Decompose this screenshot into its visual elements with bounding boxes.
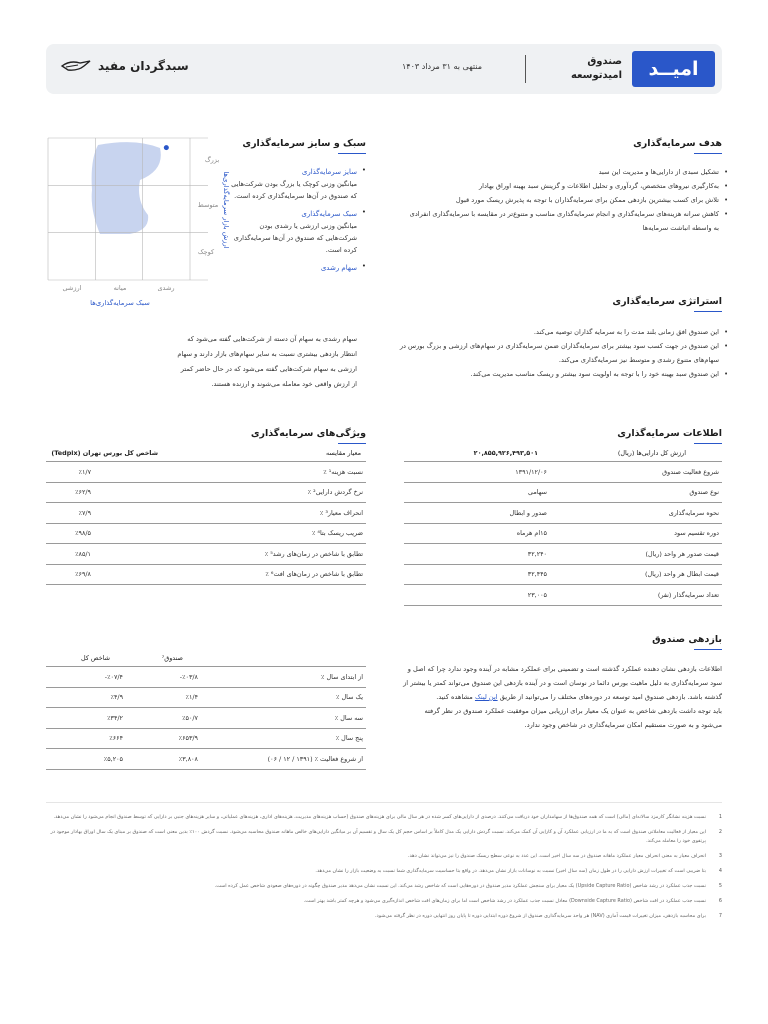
style-items: • سایز سرمایه‌گذاری میانگین وزنی کوچک یا بزرگ بودن شرکت‌هایی که صندوق در آن‌ها سرمایه‌گذاری کرده است. • سبک سرمایه‌گذاری میانگین وزنی ارزشی یا رشدی بودن شرکت‌هایی که صندوق در آن‌ها سرمایه‌گذاری کرده است. • سهام رشدی: [226, 166, 366, 274]
strategy-item: • این صندوق سبد بهینه خود را با توجه به اولویت سود بیشتر و ریسک مناسب مدیریت می‌کند.: [398, 367, 728, 381]
style-box-chart: [40, 130, 240, 310]
features-row-label: انحراف معیار³ ٪: [161, 503, 366, 524]
fund-name-line2: امیدتوسعه: [570, 70, 622, 81]
returns-row-label: از شروع فعالیت ٪ (۱۳۹۱ / ۱۲ / ۰۶): [216, 749, 366, 770]
returns-col-fund: صندوق⁷: [161, 654, 183, 662]
returns-row-index: ٪۵,۲۰۵: [46, 749, 141, 770]
info-row-value: ۳۲,۴۴۵: [404, 564, 577, 585]
info-row-value: ۲۳,۰۰۵: [404, 585, 577, 606]
fund-position-point: [164, 145, 169, 150]
header-divider: [525, 55, 526, 83]
features-col-value: شاخص کل بورس تهران (Tedpix): [51, 449, 158, 457]
returns-paragraph1: اطلاعات بازدهی نشان دهنده عملکرد گذشته است و تضمینی برای عملکرد مشابه در آینده وجود ندارد چرا که اصل و سود سرمایه‌گذاری به دلیل ماهیت بورس دائما در نوسان است و در آینده بازدهی این صندوق می‌تواند کمتر یا بیشتر از گذشته باشد. بازدهی صندوق امید توسعه در دوره‌های مختلف را می‌توانید از طریق: [403, 665, 722, 701]
features-row: [46, 462, 366, 483]
features-row: [46, 503, 366, 524]
y-tick-label: بزرگ: [204, 156, 220, 164]
footnote: [46, 882, 722, 891]
info-row-value: سهامی: [404, 482, 577, 503]
returns-row: [46, 708, 366, 729]
brand-name: سبدگردان مفید: [98, 59, 189, 73]
returns-link[interactable]: این لینک: [474, 693, 498, 701]
footnote-number: 5: [718, 883, 722, 889]
returns-row-label: یک سال ٪: [216, 687, 366, 708]
style-title: سبک و سایز سرمایه‌گذاری: [242, 138, 366, 149]
strategy-item: • این صندوق در جهت کسب سود بیشتر برای سرمایه‌گذاران ضمن سرمایه‌گذاری در سهام‌های ارزشی و بزرگ بورس در سهام‌های متنوع رشدی و متوسط نیز سرمایه‌گذاری می‌کند.: [398, 339, 728, 367]
features-row-value: ٪۱/۷: [46, 462, 161, 483]
style-region: [92, 142, 161, 234]
returns-row-fund: ٪۳,۸۰۸: [141, 749, 216, 770]
x-axis-label: سبک سرمایه‌گذاری‌ها: [90, 299, 150, 307]
features-row: [46, 482, 366, 503]
footnote-text: انحراف معیار به معنی انحراف معیار عملکرد ماهانه صندوق در سه سال اخیر است. این عدد به نوعی سطح ریسک صندوق را نیز می‌تواند نشان دهد.: [407, 853, 706, 859]
returns-paragraph2: باید توجه داشت بازدهی شاخص به عنوان یک معیار برای ارزیابی میزان موفقیت عملکرد صندوق در نظر گرفته می‌شود و به صورت مستقیم امکان سرمایه‌گذاری در شاخص وجود ندارد.: [424, 707, 722, 729]
info-row-label: نحوه سرمایه‌گذاری: [577, 503, 722, 524]
returns-row-fund: ٪۰۳/۸-: [141, 667, 216, 688]
info-row-value: صدور و ابطال: [404, 503, 577, 524]
fund-name: [571, 55, 622, 83]
footnote: [46, 867, 722, 876]
x-tick-label: رشدی: [157, 284, 175, 292]
features-row-value: ٪۶۹/۸: [46, 564, 161, 585]
report-period: منتهی به ۳۱ مرداد ۱۴۰۳: [402, 62, 482, 71]
features-row-value: ٪۹۸/۵: [46, 523, 161, 544]
footnote: [46, 852, 722, 861]
features-title: ویژگی‌های سرمایه‌گذاری: [250, 428, 366, 439]
returns-paragraph1-end: مشاهده کنید.: [436, 693, 473, 701]
info-row: [404, 482, 722, 503]
footnote-text: بتا ضریبی است که تغییرات ارزش دارایی را در طول زمان (سه سال اخیر) نسبت به نوسانات بازار نشان می‌دهد. در واقع بتا حساسیت سرمایه‌گذاری شما نسبت به وضعیت بازار را نشان می‌دهد.: [315, 868, 706, 874]
info-row-label: دوره تقسیم سود: [577, 523, 722, 544]
features-row-label: تطابق با شاخص در زمان‌های افت⁶ ٪: [161, 564, 366, 585]
returns-row-fund: ٪۵۰/۷: [141, 708, 216, 729]
features-row: [46, 564, 366, 585]
info-row-label: قیمت صدور هر واحد (ریال): [577, 544, 722, 565]
goal-list: [408, 165, 728, 235]
mofid-bird-icon: [60, 58, 92, 74]
footnote: [46, 912, 722, 921]
returns-row-label: پنج سال ٪: [216, 728, 366, 749]
info-row-label: قیمت ابطال هر واحد (ریال): [577, 564, 722, 585]
info-row-label: شروع فعالیت صندوق: [577, 462, 722, 483]
goal-item: • تلاش برای کسب بیشترین بازدهی ممکن برای سرمایه‌گذاران با توجه به پذیرش ریسک مورد قبول: [408, 193, 728, 207]
returns-row-label: از ابتدای سال ٪: [216, 667, 366, 688]
omid-logo: امیــد: [632, 51, 715, 87]
strategy-item: • این صندوق افق زمانی بلند مدت را به سرمایه گذاران توصیه می‌کند.: [398, 325, 728, 339]
brand-logo: [60, 58, 189, 74]
footnote: [46, 813, 722, 822]
info-row: [404, 462, 722, 483]
info-row: [404, 523, 722, 544]
header-bar: [46, 44, 722, 94]
strategy-title: استراتژی سرمایه‌گذاری: [612, 296, 722, 307]
info-row-value: ۱۵ام هرماه: [404, 523, 577, 544]
returns-row-index: ٪۶۶۴: [46, 728, 141, 749]
fund-name-line1: صندوق: [587, 56, 622, 67]
footnote-text: برای محاسبه بازدهی، میزان تغییرات قیمت آماری (NAV) هر واحد سرمایه‌گذاری صندوق از شروع دوره ابتدایی دوره تا پایان روز انتهایی دوره در نظر گرفته می‌شود.: [374, 913, 706, 919]
info-row: [404, 564, 722, 585]
returns-title: بازدهی صندوق: [652, 634, 722, 645]
features-row-value: ٪۶۲/۹: [46, 482, 161, 503]
footnote-number: 4: [718, 868, 722, 874]
features-row-value: ٪۸۵/۱: [46, 544, 161, 565]
returns-row-index: ٪۴/۹: [46, 687, 141, 708]
goal-title: هدف سرمایه‌گذاری: [633, 138, 722, 149]
info-row: [404, 503, 722, 524]
returns-row: [46, 749, 366, 770]
returns-row: [46, 667, 366, 688]
returns-table: [46, 666, 366, 770]
footnote-number: 1: [718, 814, 722, 820]
total-assets-value: ۲۰,۸۵۵,۹۲۶,۴۹۳,۵۰۱: [473, 449, 538, 457]
features-row-value: ٪۷/۹: [46, 503, 161, 524]
features-row-label: تطابق با شاخص در زمان‌های رشد⁵ ٪: [161, 544, 366, 565]
info-row: [404, 585, 722, 606]
goal-item: • به‌کارگیری نیروهای متخصص، گردآوری و تحلیل اطلاعات و گزینش سبد بهینه اوراق بهادار: [408, 179, 728, 193]
returns-text: [402, 662, 722, 732]
growth-item-body: سهام رشدی به سهام آن دسته از شرکت‌هایی گفته می‌شود که انتظار بازدهی بیشتری نسبت به سایر سهام‌های بازار دارند و سهام ارزشی به سهام شرکت‌هایی گفته می‌شود که در حال حاضر کمتر از ارزش واقعی خود معامله می‌شوند و ارزنده هستند.: [177, 335, 357, 388]
x-tick-label: ارزشی: [62, 284, 82, 292]
footnote-number: 3: [718, 853, 722, 859]
returns-row-fund: ٪۱/۴: [141, 687, 216, 708]
x-tick-label: میانه: [113, 284, 127, 292]
strategy-list: [398, 325, 728, 381]
info-row-label: نوع صندوق: [577, 482, 722, 503]
info-row: [404, 544, 722, 565]
info-title: اطلاعات سرمایه‌گذاری: [617, 428, 722, 439]
returns-row-label: سه سال ٪: [216, 708, 366, 729]
info-row-label: تعداد سرمایه‌گذار (نفر): [577, 585, 722, 606]
returns-row-fund: ٪۶۵۳/۹: [141, 728, 216, 749]
returns-row: [46, 728, 366, 749]
features-table: [46, 461, 366, 585]
footnote-text: نسبت جذب عملکرد در افت شاخص (Downside Capture Ratio) معادل نسبت جذب عملکرد در رشد شاخص است اما برای زمان‌های افت شاخص اندازه‌گیری می‌شود و هرچه کمتر باشد بهتر است.: [303, 898, 706, 904]
info-row-value: ۱۳۹۱/۱۲/۰۶: [404, 462, 577, 483]
style-item-body: میانگین وزنی ارزشی یا رشدی بودن شرکت‌هایی که صندوق در آن‌ها سرمایه‌گذاری کرده است.: [233, 222, 357, 254]
returns-row-index: ٪۳۴/۲: [46, 708, 141, 729]
features-row-label: نسبت هزینه¹ ٪: [161, 462, 366, 483]
features-row: [46, 523, 366, 544]
footnote-number: 7: [718, 913, 722, 919]
returns-col-index: شاخص کل: [81, 654, 110, 662]
info-row-value: ۳۲,۲۴۰: [404, 544, 577, 565]
footnote-text: نسبت جذب عملکرد در رشد شاخص (Upside Capture Ratio) یک معیار برای سنجش عملکرد مدیر صندوق در دوره‌هایی است که شاخص رشد می‌کند. این نسبت نشان می‌دهد مدیر صندوق چگونه در دوره‌های صعودی شاخص عمل کرده است.: [214, 883, 706, 889]
footnote-text: نسبت هزینه نشانگر کارمزد سالانه‌ای (مالی) است که همه صندوق‌ها از سهامداران خود دریافت می‌کنند. درصدی از دارایی‌های کسر شده در هر سال مالی برای هزینه‌های صندوق (حساب هزینه‌های مدیریت، هزینه‌های اداری، هزینه‌های عملیاتی، و سایر هزینه‌های جنبی بر دارایی که توسط صندوق انجام می‌شود را نشان می‌دهد.: [53, 814, 706, 820]
footnote: [46, 828, 722, 846]
growth-item-title: سهام رشدی: [320, 264, 357, 272]
y-tick-label: کوچک: [197, 248, 215, 256]
features-col-label: معیار مقایسه: [325, 449, 361, 457]
footnote-number: 2: [718, 829, 722, 835]
goal-item: • کاهش سرانه‌ هزینه‌های سرمایه‌گذاری و انجام سرمایه‌گذاری مناسب و متنوع‌تر در مقایسه با سرمایه‌گذاری انفرادی به واسطه انباشت سرمایه‌ها: [408, 207, 728, 235]
features-row-label: ضریب ریسک بتا⁴ ٪: [161, 523, 366, 544]
y-tick-label: متوسط: [197, 201, 219, 209]
total-assets-label: ارزش کل دارایی‌ها (ریال): [617, 449, 686, 457]
returns-row-index: ٪۰۷/۴-: [46, 667, 141, 688]
features-row-label: نرخ گردش دارایی² ٪: [161, 482, 366, 503]
footnote-text: این معیار از فعالیت معاملاتی صندوق است که به ما در ارزیابی عملکرد آن و کارایی آن کمک می‌کند. نسبت گردش دارایی یک مدل کاملاً بر اساس حجم کل یک سال و تقسیم آن بر میانگین دارایی‌های خالص ماهانه صندوق محاسبه می‌شود. نسبت گردش ۱۰۰٪ بدین معنی است که صندوق بر مبنای یک سال اوراق بهادار موجود در پرتفوی خود را معامله می‌کند.: [50, 829, 706, 844]
size-item-body: میانگین وزنی کوچک یا بزرگ بودن شرکت‌هایی که صندوق در آن‌ها سرمایه‌گذاری کرده است.: [231, 180, 357, 200]
features-row: [46, 544, 366, 565]
footnote-number: 6: [718, 898, 722, 904]
info-table: [404, 461, 722, 606]
size-item-title: سایز سرمایه‌گذاری: [301, 168, 357, 176]
returns-row: [46, 687, 366, 708]
y-axis-label: ارزش بازار سرمایه‌گذاری‌ها: [222, 171, 230, 249]
footnote: [46, 897, 722, 906]
goal-item: • تشکیل سبدی از دارایی‌ها و مدیریت این سبد: [408, 165, 728, 179]
style-item-title: سبک سرمایه‌گذاری: [301, 210, 357, 218]
footnotes: [46, 802, 722, 927]
